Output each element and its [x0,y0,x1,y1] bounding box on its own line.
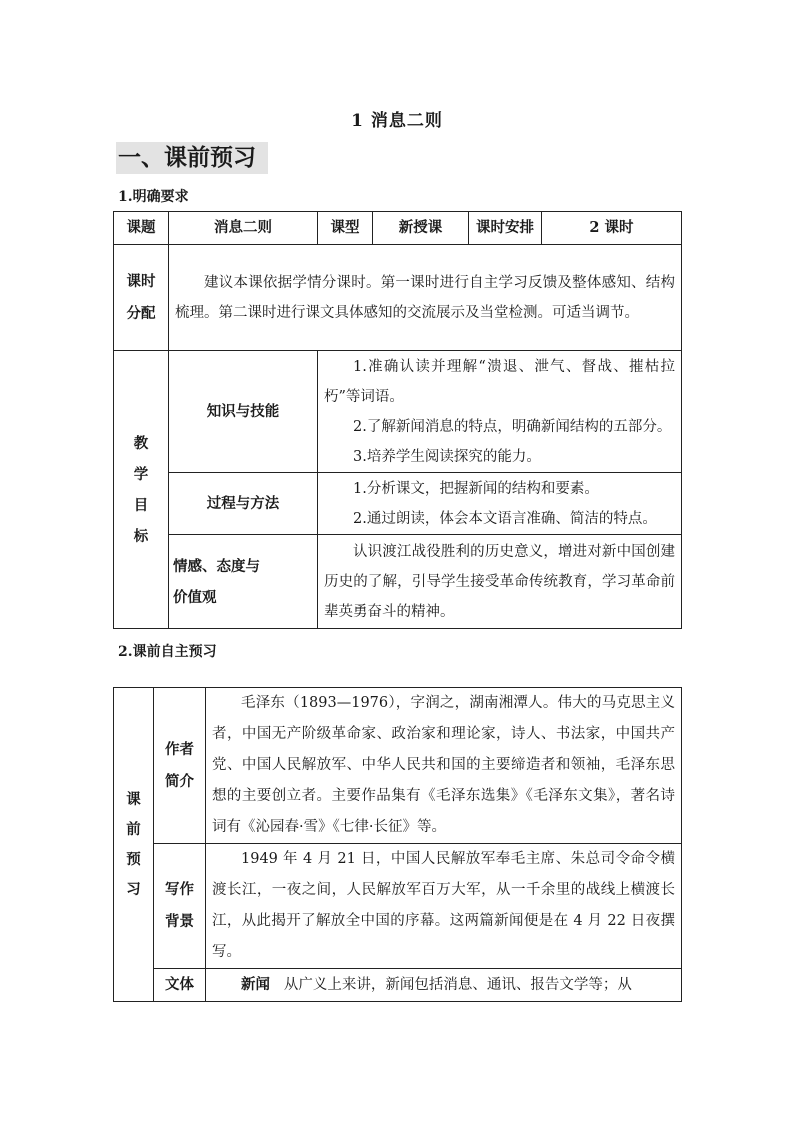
cell-alloc-text: 建议本课依据学情分课时。第一课时进行自主学习反馈及整体感知、结构梳理。第二课时进行课文具体感知的交流展示及当堂检测。可适当调节。 [169,245,682,351]
goal-item: 2.通过朗读，体会本文语言准确、简洁的特点。 [353,510,657,527]
label-line: 课时 [126,272,156,290]
requirements-table [113,211,682,629]
label-line: 简介 [165,772,194,790]
label-line: 作者 [165,740,194,758]
cell-background-label [154,844,206,969]
label-line: 写作 [165,881,194,898]
cell-topic-value: 消息二则 [169,212,318,245]
table-row [114,844,682,969]
cell-goal-knowledge-label: 知识与技能 [169,351,318,473]
document-title: 1 消息二则 [351,111,443,131]
cell-goal-emotion-label [169,535,318,629]
goal-item: 1.分析课文，把握新闻的结构和要素。 [353,480,599,497]
subheading-self-preview: 2.课前自主预习 [118,644,217,660]
table-row [114,473,682,535]
cell-goals-label [114,351,169,629]
cell-side-label [114,688,154,1002]
label-line: 情感、态度与 [173,557,260,575]
cell-goal-process-text [318,473,682,535]
cell-goal-process-label: 过程与方法 [169,473,318,535]
label-line: 前 [126,820,141,838]
cell-schedule-value: 2 课时 [542,212,682,245]
label-line: 习 [126,880,141,898]
label-line: 课 [126,790,141,808]
preview-table [113,687,682,1002]
table-row [114,351,682,473]
label-line: 教 [133,434,149,452]
label-line: 文体 [165,976,194,993]
label-line: 预 [126,850,141,868]
cell-goal-emotion-text: 认识渡江战役胜利的历史意义，增进对新中国创建历史的了解，引导学生接受革命传统教育，学习革命前辈英勇奋斗的精神。 [318,535,682,629]
table-row [114,535,682,629]
label-line: 价值观 [173,588,217,606]
label-line: 分配 [126,304,156,322]
cell-topic-label: 课题 [114,212,169,245]
cell-background-text: 1949 年 4 月 21 日，中国人民解放军奉毛主席、朱总司令命令横渡长江，一夜之间，人民解放军百万大军，从一千余里的战线上横渡长江，从此揭开了解放全中国的序幕。这两篇新闻便是在 4 月 22 日夜撰写。 [206,844,682,969]
cell-alloc-label [114,245,169,351]
cell-type-value: 新授课 [373,212,469,245]
cell-author-label [154,688,206,844]
label-line: 背景 [165,913,194,930]
label-line: 标 [133,527,149,545]
goal-item: 3.培养学生阅读探究的能力。 [353,448,541,465]
genre-term: 新闻 [241,976,270,993]
table-row [114,969,682,1002]
table-row [114,688,682,844]
label-line: 目 [133,496,149,514]
cell-type-label: 课型 [318,212,373,245]
label-line: 学 [133,465,149,483]
cell-schedule-label: 课时安排 [469,212,542,245]
table-row [114,245,682,351]
section-heading: 一、课前预习 [116,142,268,174]
subheading-requirements: 1.明确要求 [118,189,189,205]
goal-item: 2.了解新闻消息的特点，明确新闻结构的五部分。 [353,418,672,435]
genre-text: 从广义上来讲，新闻包括消息、通讯、报告文学等；从 [283,977,632,993]
cell-genre-text [206,969,682,1002]
cell-genre-label [154,969,206,1002]
table-row [114,212,682,245]
goal-item: 1.准确认读并理解“溃退、泄气、督战、摧枯拉朽”等词语。 [324,358,675,405]
cell-author-text: 毛泽东（1893—1976），字润之，湖南湘潭人。伟大的马克思主义者，中国无产阶级革命家、政治家和理论家，诗人、书法家，中国共产党、中国人民解放军、中华人民共和国的主要缔造者和领袖，毛泽东思想的主要创立者。主要作品集有《毛泽东选集》《毛泽东文集》，著名诗词有《沁园春·雪》《七律·长征》等。 [206,688,682,844]
cell-goal-knowledge-text [318,351,682,473]
